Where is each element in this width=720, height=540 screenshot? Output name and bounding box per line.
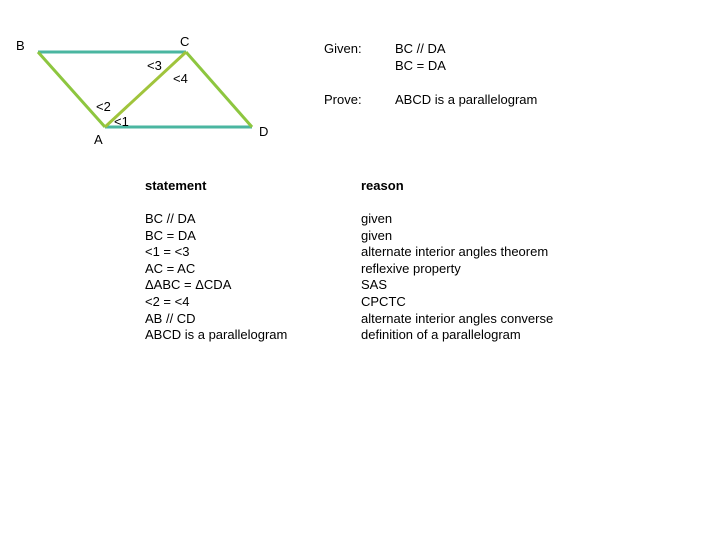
reason-item: reflexive property — [361, 260, 461, 276]
statement-item: ΔABC = ΔCDA — [145, 277, 232, 293]
statement-item: AB // CD — [145, 310, 196, 326]
statement-item: BC // DA — [145, 211, 196, 226]
vertex-label-a: A — [94, 132, 103, 147]
vertex-label-c: C — [180, 34, 190, 49]
reason-list — [361, 211, 553, 344]
reason-item: alternate interior angles converse — [361, 310, 554, 326]
statement-item: BC = DA — [145, 227, 196, 243]
prove-text: ABCD is a parallelogram — [395, 92, 538, 107]
angle-label-1: <1 — [114, 114, 129, 129]
angle-label-4: <4 — [173, 71, 188, 86]
side-cd — [186, 52, 252, 127]
reason-item: definition of a parallelogram — [361, 327, 521, 343]
vertex-label-b: B — [16, 38, 25, 53]
reason-item: alternate interior angles theorem — [361, 244, 549, 260]
statement-item: ABCD is a parallelogram — [145, 327, 288, 343]
reason-item: given — [361, 227, 393, 243]
reason-item: given — [361, 211, 393, 226]
statement-item: <2 = <4 — [145, 293, 190, 309]
reason-header: reason — [361, 178, 404, 193]
side-ab — [38, 52, 105, 127]
given-list — [395, 41, 446, 74]
statement-header: statement — [145, 178, 207, 193]
given-line: BC = DA — [395, 57, 446, 73]
angle-label-2: <2 — [96, 99, 111, 114]
vertex-label-d: D — [259, 124, 269, 139]
reason-item: SAS — [361, 277, 388, 293]
given-label: Given: — [324, 41, 362, 56]
prove-label: Prove: — [324, 92, 362, 107]
given-line: BC // DA — [395, 41, 446, 56]
statement-list — [145, 211, 287, 344]
angle-label-3: <3 — [147, 58, 162, 73]
statement-item: <1 = <3 — [145, 244, 190, 260]
reason-item: CPCTC — [361, 293, 406, 309]
statement-item: AC = AC — [145, 260, 196, 276]
